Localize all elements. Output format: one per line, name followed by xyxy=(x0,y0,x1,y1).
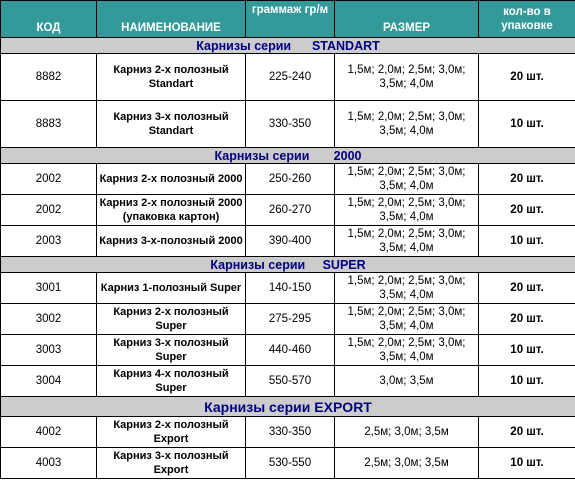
cell-name: Карниз 2-х полозный Export xyxy=(97,417,246,448)
cell-name: Карниз 2-х полозный 2000 xyxy=(97,164,246,195)
cell-grammage: 225-240 xyxy=(246,54,335,101)
cell-grammage: 330-350 xyxy=(246,101,335,148)
section-row xyxy=(1,38,575,54)
header-row xyxy=(1,1,575,38)
table-row xyxy=(1,226,575,257)
cell-code: 3001 xyxy=(1,273,97,304)
section-title: Карнизы серии 2000 xyxy=(1,148,575,164)
cell-name: Карниз 2-х полозный 2000 (упаковка картон) xyxy=(97,195,246,226)
cell-size: 2,5м; 3,0м; 3,5м xyxy=(335,417,479,448)
cell-pack: 10 шт. xyxy=(479,226,575,257)
section-row xyxy=(1,148,575,164)
cell-grammage: 550-570 xyxy=(246,366,335,397)
cell-name: Карниз 3-х полозный Super xyxy=(97,335,246,366)
table-row xyxy=(1,366,575,397)
price-table-body xyxy=(1,1,575,479)
header-pack: кол-во в упаковке xyxy=(479,1,575,38)
cell-pack: 20 шт. xyxy=(479,304,575,335)
cell-grammage: 260-270 xyxy=(246,195,335,226)
section-title: Карнизы серии SUPER xyxy=(1,257,575,273)
cell-code: 8883 xyxy=(1,101,97,148)
cell-size: 1,5м; 2,0м; 2,5м; 3,0м; 3,5м; 4,0м xyxy=(335,273,479,304)
cell-grammage: 530-550 xyxy=(246,448,335,479)
cell-pack: 20 шт. xyxy=(479,164,575,195)
table-row xyxy=(1,273,575,304)
cell-name: Карниз 2-х полозный Super xyxy=(97,304,246,335)
cell-size: 1,5м; 2,0м; 2,5м; 3,0м; 3,5м; 4,0м xyxy=(335,101,479,148)
cell-code: 4002 xyxy=(1,417,97,448)
cell-name: Карниз 3-х-полозный 2000 xyxy=(97,226,246,257)
section-row xyxy=(1,257,575,273)
cell-pack: 10 шт. xyxy=(479,366,575,397)
cell-size: 1,5м; 2,0м; 2,5м; 3,0м; 3,5м; 4,0м xyxy=(335,226,479,257)
cell-size: 1,5м; 2,0м; 2,5м; 3,0м; 3,5м; 4,0м xyxy=(335,164,479,195)
cell-code: 4003 xyxy=(1,448,97,479)
cell-grammage: 330-350 xyxy=(246,417,335,448)
cell-pack: 20 шт. xyxy=(479,273,575,304)
cell-size: 1,5м; 2,0м; 2,5м; 3,0м; 3,5м; 4,0м xyxy=(335,195,479,226)
cell-code: 2002 xyxy=(1,164,97,195)
table-row xyxy=(1,335,575,366)
cell-name: Карниз 2-х полозный Standart xyxy=(97,54,246,101)
cell-grammage: 275-295 xyxy=(246,304,335,335)
cell-pack: 20 шт. xyxy=(479,54,575,101)
table-row xyxy=(1,101,575,148)
cell-grammage: 140-150 xyxy=(246,273,335,304)
header-name: НАИМЕНОВАНИЕ xyxy=(97,1,246,38)
table-row xyxy=(1,54,575,101)
cell-pack: 10 шт. xyxy=(479,448,575,479)
cell-pack: 10 шт. xyxy=(479,101,575,148)
section-title: Карнизы серии STANDART xyxy=(1,38,575,54)
cell-grammage: 390-400 xyxy=(246,226,335,257)
cell-grammage: 440-460 xyxy=(246,335,335,366)
cell-code: 3003 xyxy=(1,335,97,366)
table-row xyxy=(1,164,575,195)
cell-name: Карниз 3-х полозный Standart xyxy=(97,101,246,148)
cell-code: 2002 xyxy=(1,195,97,226)
table-row xyxy=(1,417,575,448)
header-code: КОД xyxy=(1,1,97,38)
cell-size: 1,5м; 2,0м; 2,5м; 3,0м; 3,5м; 4,0м xyxy=(335,54,479,101)
cell-size: 1,5м; 2,0м; 2,5м; 3,0м; 3,5м; 4,0м xyxy=(335,304,479,335)
cell-grammage: 250-260 xyxy=(246,164,335,195)
cell-size: 1,5м; 2,0м; 2,5м; 3,0м; 3,5м; 4,0м xyxy=(335,335,479,366)
cell-code: 2003 xyxy=(1,226,97,257)
cell-code: 3004 xyxy=(1,366,97,397)
table-row xyxy=(1,195,575,226)
table-row xyxy=(1,448,575,479)
section-row xyxy=(1,397,575,417)
cell-name: Карниз 3-х полозный Export xyxy=(97,448,246,479)
cell-name: Карниз 4-х полозный Super xyxy=(97,366,246,397)
cell-pack: 20 шт. xyxy=(479,195,575,226)
header-size: РАЗМЕР xyxy=(335,1,479,38)
table-row xyxy=(1,304,575,335)
cell-code: 8882 xyxy=(1,54,97,101)
cell-size: 2,5м; 3,0м; 3,5м xyxy=(335,448,479,479)
cell-size: 3,0м; 3,5м xyxy=(335,366,479,397)
section-title: Карнизы серии EXPORT xyxy=(1,397,575,417)
cell-pack: 20 шт. xyxy=(479,417,575,448)
header-grammage: граммаж гр/м xyxy=(246,1,335,38)
cell-code: 3002 xyxy=(1,304,97,335)
cell-pack: 10 шт. xyxy=(479,335,575,366)
cell-name: Карниз 1-полозный Super xyxy=(97,273,246,304)
